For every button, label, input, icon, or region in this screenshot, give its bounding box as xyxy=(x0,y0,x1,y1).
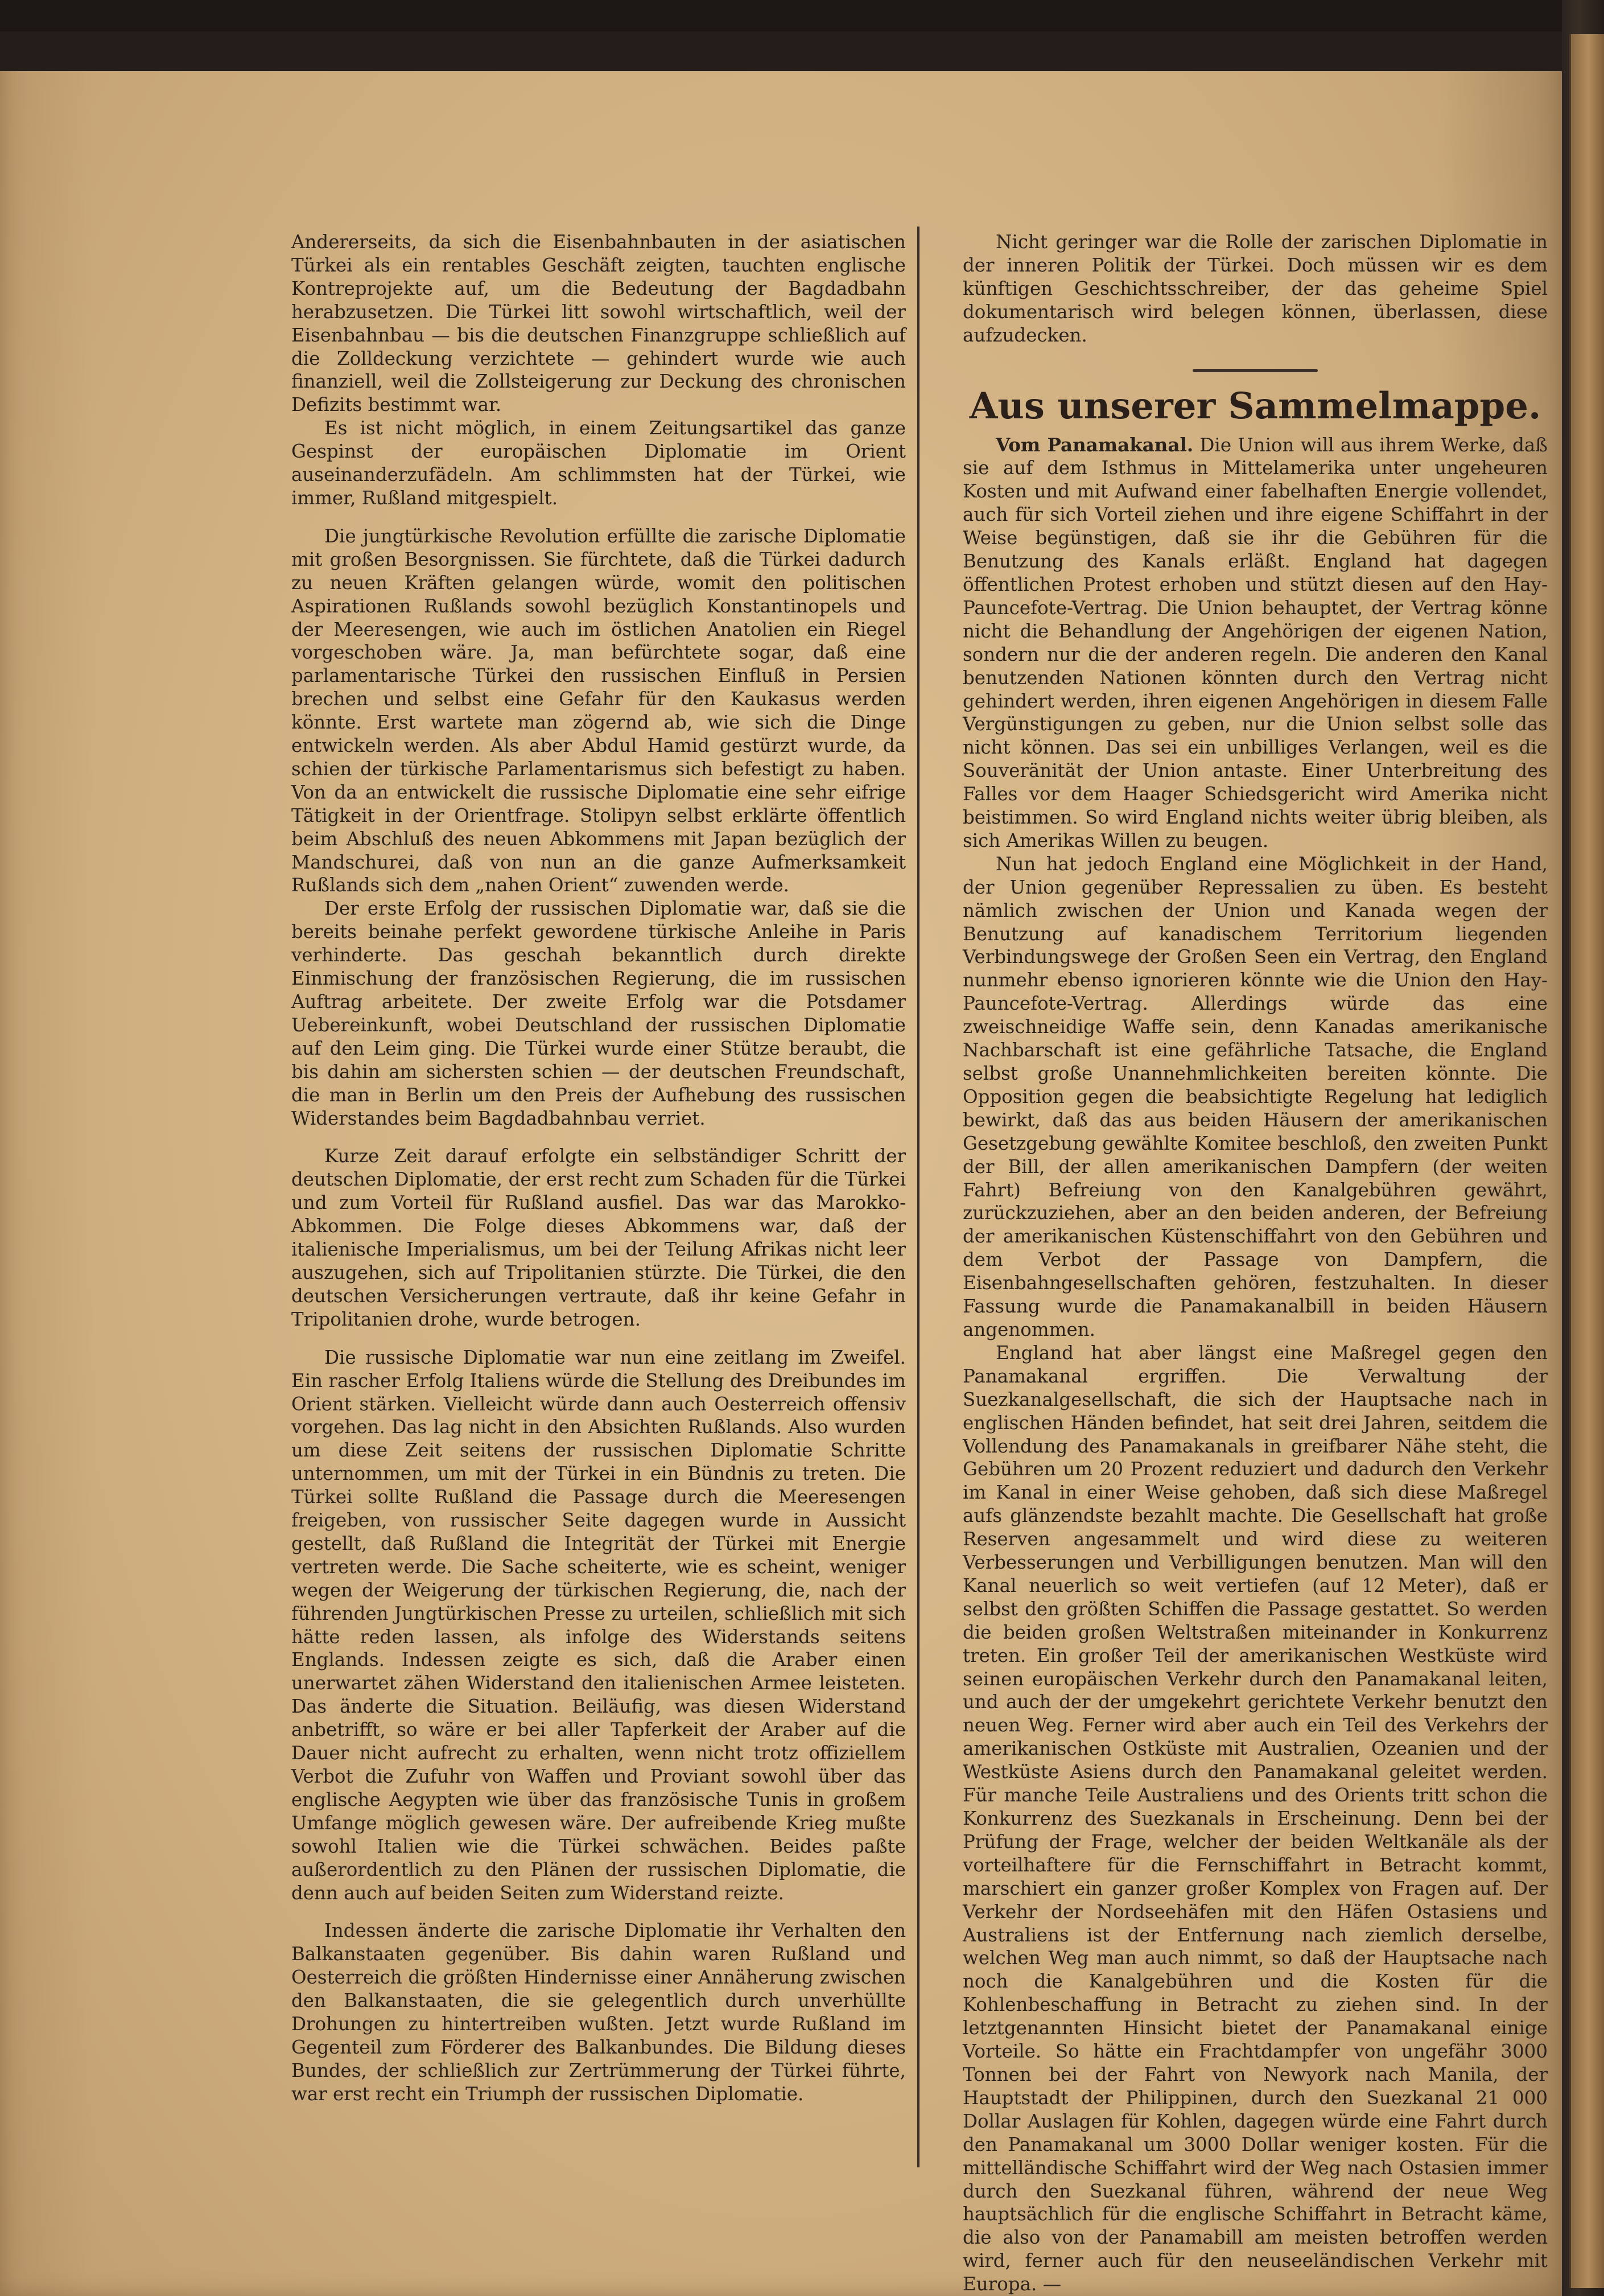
left-paragraph-3: Die jungtürkische Revolution erfüllte die zarische Diplomatie mit großen Besorgnissen. Sie fürchtete, daß die Türkei dadurch zu neuen Kräften gelangen würde, womit den politischen Aspirationen Rußlands sowohl bezüglich Konstantinopels und der Meeresengen, wie auch im östlichen Anatolien ein Riegel vorgeschoben wäre. Ja, man befürchtete sogar, daß eine parlamentarische Türkei den russischen Einfluß in Persien brechen und selbst eine Gefahr für den Kaukasus werden könnte. Erst wartete man zögernd ab, wie sich die Dinge entwickeln werden. Als aber Abdul Hamid gestürzt wurde, da schien der türkische Parlamentarismus sich befestigt zu haben. Von da an entwickelt die russische Diplomatie eine sehr eifrige Tätigkeit in der Orientfrage. Stolipyn selbst erklärte öffentlich beim Abschluß des neuen Abkommens mit Japan bezüglich der Mandschurei, daß von nun an die ganze Aufmerksamkeit Rußlands sich dem „nahen Orient“ zuwenden werde. xyxy=(291,525,906,896)
decorative-rule xyxy=(1193,369,1318,372)
right-column xyxy=(963,231,1548,2296)
left-paragraph-1: Andererseits, da sich die Eisenbahnbauten in der asiatischen Türkei als ein rentables Geschäft zeigten, tauchten englische Kontreprojekte auf, um die Bedeutung der Bagdadbahn herabzusetzen. Die Türkei litt sowohl wirtschaftlich, weil der Eisenbahnbau — bis die deutschen Finanzgruppe schließlich auf die Zolldeckung verzichtete — gehindert wurde wie auch finanziell, weil die Zollsteigerung zur Deckung des chronischen Defizits bestimmt war. xyxy=(291,231,906,416)
top-edge-shadow xyxy=(0,31,1562,71)
left-paragraph-6: Die russische Diplomatie war nun eine zeitlang im Zweifel. Ein rascher Erfolg Italiens würde die Stellung des Dreibundes im Orient stärken. Vielleicht würde dann auch Oesterreich offensiv vorgehen. Das lag nicht in den Absichten Rußlands. Also wurden um diese Zeit seitens der russischen Diplomatie Schritte unternommen, um mit der Türkei in ein Bündnis zu treten. Die Türkei sollte Rußland die Passage durch die Meeresengen freigeben, von russischer Seite dagegen wurde in Aussicht gestellt, daß Rußland die Integrität der Türkei mit Energie vertreten werde. Die Sache scheiterte, wie es scheint, weniger wegen der Weigerung der türkischen Regierung, die, nach der führenden Jungtürkischen Presse zu urteilen, schließlich mit sich hätte reden lassen, als infolge des Widerstands seitens Englands. Indessen zeigte es sich, daß die Araber einen unerwartet zähen Widerstand den italienischen Armee leisteten. Das änderte die Situation. Beiläufig, was diesen Widerstand anbetrifft, so wäre er bei aller Tapferkeit der Araber auf die Dauer nicht aufrecht zu erhalten, wenn nicht trotz offiziellem Verbot die Zufuhr von Waffen und Proviant sowohl über das englische Aegypten wie über das französische Tunis in großem Umfange möglich gewesen wäre. Der aufreibende Krieg mußte sowohl Italien wie die Türkei schwächen. Beides paßte außerordentlich zu den Plänen der russischen Diplomatie, die denn auch auf beiden Seiten zum Widerstand reizte. xyxy=(291,1346,906,1904)
right-paragraph-2: Nun hat jedoch England eine Möglichkeit in der Hand, der Union gegenüber Repressalien zu üben. Es besteht nämlich zwischen der Union und Kanada wegen der Benutzung auf kanadischem Territorium liegenden Verbindungswege der Großen Seen ein Vertrag, den England nunmehr ebenso ignorieren könnte wie die Union den Hay-Pauncefote-Vertrag. Allerdings würde das eine zweischneidige Waffe sein, denn Kanadas amerikanische Nachbarschaft ist eine gefährliche Tatsache, die England selbst große Unannehmlichkeiten bereiten könnte. Die Opposition gegen die beabsichtigte Regelung hat lediglich bewirkt, daß das aus beiden Häusern der amerikanischen Gesetzgebung gewählte Komitee beschloß, den zweiten Punkt der Bill, der allen amerikanischen Dampfern (der weiten Fahrt) Befreiung von den Kanalgebühren gewährt, zurückzuziehen, aber an den beiden anderen, der Befreiung der amerikanischen Küstenschiffahrt von den Gebühren und dem Verbot der Passage von Dampfern, die Eisenbahngesellschaften gehören, festzuhalten. In dieser Fassung wurde die Panamakanalbill in beiden Häusern angenommen. xyxy=(963,853,1548,1340)
next-page-edge xyxy=(1569,34,1604,2288)
right-paragraph-1 xyxy=(963,434,1548,853)
right-intro-paragraph: Nicht geringer war die Rolle der zarischen Diplomatie in der inneren Politik der Türkei. Doch müssen wir es dem künftigen Geschichtsschreiber, der das geheime Spiel dokumentarisch wird belegen können, überlassen, diese aufzudecken. xyxy=(963,231,1548,346)
article-lead: Vom Panamakanal. xyxy=(996,433,1194,456)
left-paragraph-7: Indessen änderte die zarische Diplomatie ihr Verhalten den Balkanstaaten gegenüber. Bis dahin waren Rußland und Oesterreich die größten Hindernisse einer Annäherung zwischen den Balkanstaaten, die sie gelegentlich durch unverhüllte Drohungen zu hintertreiben wußten. Jetzt wurde Rußland im Gegenteil zum Förderer des Balkanbundes. Die Bildung dieses Bundes, der schließlich zur Zertrümmerung der Türkei führte, war erst recht ein Triumph der russischen Diplomatie. xyxy=(291,1920,906,2105)
left-paragraph-4: Der erste Erfolg der russischen Diplomatie war, daß sie die bereits beinahe perfekt gewordene türkische Anleihe in Paris verhinderte. Das geschah bekanntlich durch direkte Einmischung der französischen Regierung, die im russischen Auftrag arbeitete. Der zweite Erfolg war die Potsdamer Uebereinkunft, wobei Deutschland der russischen Diplomatie auf den Leim ging. Die Türkei wurde einer Stütze beraubt, die bis dahin am sichersten schien — der deutschen Freundschaft, die man in Berlin um den Preis der Aufhebung des russischen Widerstandes beim Bagdadbahnbau verriet. xyxy=(291,898,906,1129)
left-paragraph-5: Kurze Zeit darauf erfolgte ein selbständiger Schritt der deutschen Diplomatie, der erst recht zum Schaden für die Türkei und zum Vorteil für Rußland ausfiel. Das war das Marokko-Abkommen. Die Folge dieses Abkommens war, daß der italienische Imperialismus, um bei der Teilung Afrikas nicht leer auszugehen, sich auf Tripolitanien stürzte. Die Türkei, die den deutschen Versicherungen vertraute, daß ihr keine Gefahr in Tripolitanien drohe, wurde betrogen. xyxy=(291,1145,906,1330)
section-heading: Aus unserer Sammelmappe. xyxy=(969,384,1541,427)
left-paragraph-2: Es ist nicht möglich, in einem Zeitungsartikel das ganze Gespinst der europäischen Diplomatie im Orient auseinanderzufädeln. Am schlimmsten hat der Türkei, wie immer, Rußland mitgespielt. xyxy=(291,417,906,509)
article-body-1: Die Union will aus ihrem Werke, daß sie auf dem Isthmus in Mittelamerika unter ungeheuren Kosten und mit Aufwand einer fabelhaften Energie vollendet, auch für sich Vorteil ziehen und ihre eigene Schiffahrt in der Weise begünstigen, daß sie ihr die Gebühren für die Benutzung des Kanals erläßt. England hat dagegen öffentlichen Protest erhoben und stützt diesen auf den Hay-Pauncefote-Vertrag. Die Union behauptet, der Vertrag könne nicht die Behandlung der Angehörigen der eigenen Nation, sondern nur die der anderen regeln. Die anderen den Kanal benutzenden Nationen könnten durch den Vertrag nicht gehindert werden, ihren eigenen Angehörigen in diesem Falle Vergünstigungen zu geben, nur die Union selbst solle das nicht können. Das sei ein unbilliges Verlangen, weil es die Souveränität der Union antaste. Einer Unterbreitung des Falles vor dem Haager Schiedsgericht wird Amerika nicht beistimmen. So wird England nichts weiter übrig bleiben, als sich Amerikas Willen zu beugen. xyxy=(963,434,1548,851)
column-divider xyxy=(917,227,919,2167)
left-column xyxy=(291,231,906,2106)
right-paragraph-3: England hat aber längst eine Maßregel gegen den Panamakanal ergriffen. Die Verwaltung der Suezkanalgesellschaft, die sich der Hauptsache nach in englischen Händen befindet, hat seit drei Jahren, seitdem die Vollendung des Panamakanals in greifbarer Nähe steht, die Gebühren um 20 Prozent reduziert und dadurch den Verkehr im Kanal in einer Weise gehoben, daß sich diese Maßregel aufs glänzendste bezahlt machte. Die Gesellschaft hat große Reserven angesammelt und wird diese zu weiteren Verbesserungen und Verbilligungen benutzen. Man will den Kanal neuerlich so weit vertiefen (auf 12 Meter), daß er selbst den größten Schiffen die Passage gestattet. So werden die beiden großen Weltstraßen miteinander in Konkurrenz treten. Ein großer Teil der amerikanischen Westküste wird seinen europäischen Verkehr durch den Panamakanal leiten, und auch der der umgekehrt gerichtete Verkehr benutzt den neuen Weg. Ferner wird aber auch ein Teil des Verkehrs der amerikanischen Ostküste mit Australien, Ozeanien und der Westküste Asiens durch den Panamakanal geleitet werden. Für manche Teile Australiens und des Orients tritt schon die Konkurrenz des Suezkanals in Erscheinung. Denn bei der Prüfung der Frage, welcher der beiden Weltkanäle als der vorteilhaftere für die Fernschiffahrt in Betracht kommt, marschiert ein ganzer großer Komplex von Fragen auf. Der Verkehr der Nordseehäfen mit den Häfen Ostasiens und Australiens ist der Entfernung nach ziemlich derselbe, welchen Weg man auch nimmt, so daß der Hauptsache nach noch die Kanalgebühren und die Kosten für die Kohlenbeschaffung in Betracht zu ziehen sind. In der letztgenannten Hinsicht bietet der Panamakanal einige Vorteile. So hätte ein Frachtdampfer von ungefähr 3000 Tonnen bei der Fahrt von Newyork nach Manila, der Hauptstadt der Philippinen, durch den Suezkanal 21 000 Dollar Auslagen für Kohlen, dagegen würde eine Fahrt durch den Panamakanal um 3000 Dollar weniger kosten. Für die mittelländische Schiffahrt wird der Weg nach Ostasien immer durch den Suezkanal führen, während der neue Weg hauptsächlich für die englische Schiffahrt in Betracht käme, die also von der Panamabill am meisten betroffen werden wird, ferner auch für den neuseeländischen Verkehr mit Europa. — xyxy=(963,1342,1548,2295)
